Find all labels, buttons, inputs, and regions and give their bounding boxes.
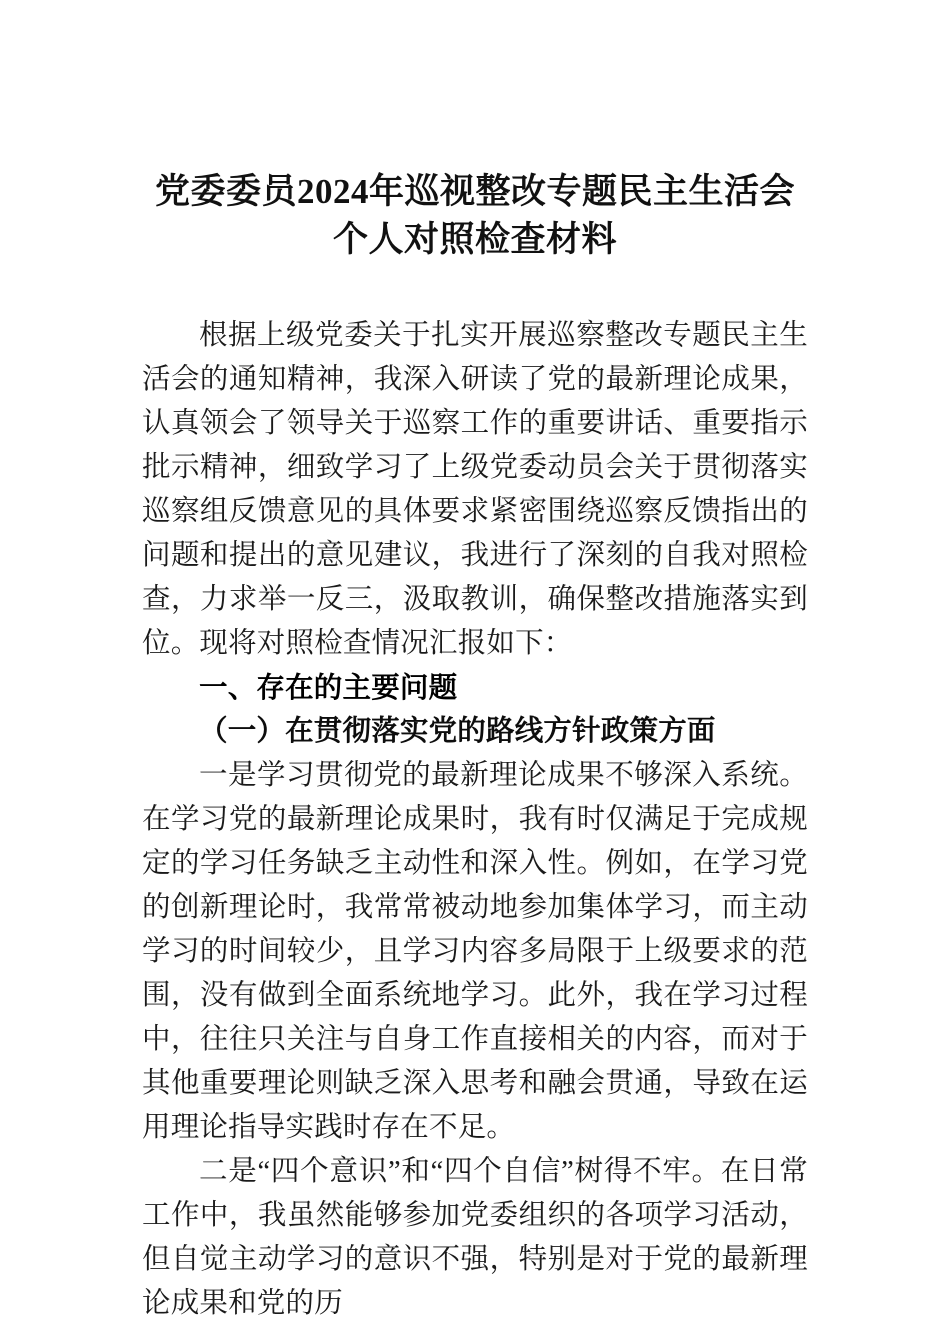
document-body xyxy=(142,314,808,1326)
issue-paragraph-1: 一是学习贯彻党的最新理论成果不够深入系统。在学习党的最新理论成果时，我有时仅满足于完成规定的学习任务缺乏主动性和深入性。例如，在学习党的创新理论时，我常常被动地参加集体学习，而主动学习的时间较少，且学习内容多局限于上级要求的范围，没有做到全面系统地学习。此外，我在学习过程中，往往只关注与自身工作直接相关的内容，而对于其他重要理论则缺乏深入思考和融会贯通，导致在运用理论指导实践时存在不足。 xyxy=(142,760,808,1143)
page-title-line-2: 个人对照检查材料 xyxy=(332,220,617,259)
page-title xyxy=(142,0,808,264)
page-title-line-1: 党委委员2024年巡视整改专题民主生活会 xyxy=(154,172,795,211)
issue-paragraph-2: 二是“四个意识”和“四个自信”树得不牢。在日常工作中，我虽然能够参加党委组织的各项学习活动，但自觉主动学习的意识不强，特别是对于党的最新理论成果和党的历 xyxy=(142,1156,808,1319)
subsection-heading-1-1: （一）在贯彻落实党的路线方针政策方面 xyxy=(199,716,716,747)
opening-paragraph: 根据上级党委关于扎实开展巡察整改专题民主生活会的通知精神，我深入研读了党的最新理论成果，认真领会了领导关于巡察工作的重要讲话、重要指示批示精神，细致学习了上级党委动员会关于贯彻落实巡察组反馈意见的具体要求紧密围绕巡察反馈指出的问题和提出的意见建议，我进行了深刻的自我对照检查，力求举一反三，汲取教训，确保整改措施落实到位。现将对照检查情况汇报如下： xyxy=(142,320,808,659)
section-heading-1: 一、存在的主要问题 xyxy=(199,672,458,704)
title-body-spacer xyxy=(142,264,808,314)
